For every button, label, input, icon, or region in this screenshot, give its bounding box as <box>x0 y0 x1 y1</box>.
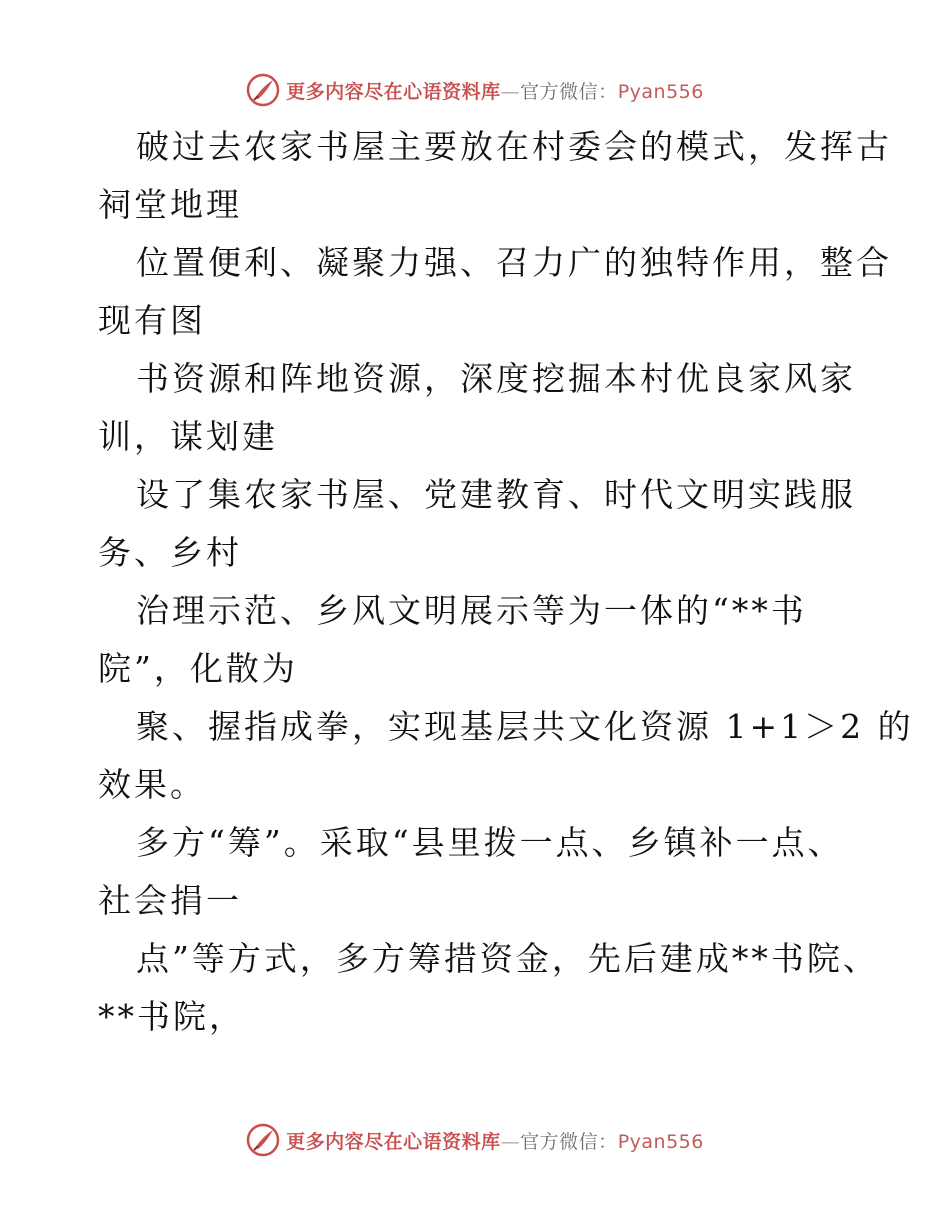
quill-logo-icon <box>246 73 280 107</box>
paragraph-line: 现有图 <box>98 301 206 340</box>
watermark-brand: 更多内容尽在心语资料库 <box>286 80 501 103</box>
paragraph <box>98 118 892 234</box>
paragraph-line: **书院， <box>98 997 245 1036</box>
footer-watermark <box>0 1120 950 1160</box>
document-body <box>98 118 914 1046</box>
paragraph-line: 位置便利、凝聚力强、召力广的独特作用，整合 <box>136 243 892 282</box>
paragraph-line: 书资源和阵地资源，深度挖掘本村优良家风家 <box>136 359 856 398</box>
watermark-dash: — <box>500 1130 521 1153</box>
paragraph-line: 训，谋划建 <box>98 417 278 456</box>
paragraph-line: 社会捐一 <box>98 881 242 920</box>
paragraph-line: 多方“筹”。采取“县里拨一点、乡镇补一点、 <box>136 823 844 862</box>
paragraph <box>98 582 858 698</box>
paragraph-line: 效果。 <box>98 765 206 804</box>
paragraph-line: 院”，化散为 <box>98 649 298 688</box>
watermark-wechat-id: Pyan556 <box>617 1130 704 1153</box>
watermark-wechat-label: 官方微信： <box>520 1130 618 1153</box>
watermark-brand: 更多内容尽在心语资料库 <box>286 1130 501 1153</box>
watermark-wechat-id: Pyan556 <box>617 80 704 103</box>
paragraph <box>98 350 858 466</box>
paragraph-line: 设了集农家书屋、党建教育、时代文明实践服 <box>136 475 856 514</box>
paragraph <box>98 814 858 930</box>
paragraph-line: 治理示范、乡风文明展示等为一体的“**书 <box>136 591 807 630</box>
paragraph-line: 聚、握指成拳，实现基层共文化资源 1+1＞2 的 <box>136 707 914 746</box>
paragraph <box>98 234 892 350</box>
watermark-text <box>286 1127 704 1154</box>
paragraph-line: 点”等方式，多方筹措资金，先后建成**书院、 <box>136 939 879 978</box>
header-watermark <box>0 70 950 110</box>
paragraph-line: 破过去农家书屋主要放在村委会的模式，发挥古 <box>136 127 892 166</box>
paragraph <box>98 698 914 814</box>
paragraph <box>98 930 879 1046</box>
watermark-wechat-label: 官方微信： <box>520 80 618 103</box>
watermark-dash: — <box>500 80 521 103</box>
paragraph <box>98 466 858 582</box>
quill-logo-icon <box>246 1123 280 1157</box>
paragraph-line: 祠堂地理 <box>98 185 242 224</box>
paragraph-line: 务、乡村 <box>98 533 242 572</box>
watermark-text <box>286 77 704 104</box>
